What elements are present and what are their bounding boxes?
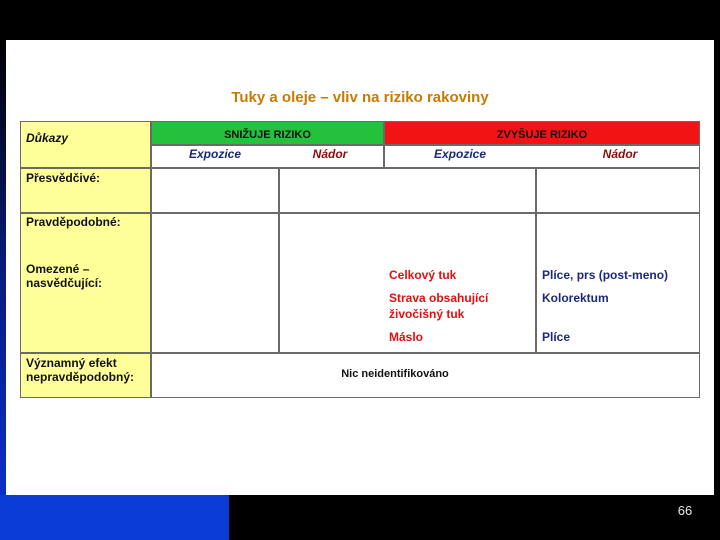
- page-number: 66: [677, 503, 693, 518]
- convincing-inc-tumor: [536, 168, 700, 213]
- none-identified-text: Nic neidentifikováno: [341, 368, 449, 380]
- evidence-label: Důkazy: [26, 131, 69, 145]
- row-convincing-label: Přesvědčivé:: [26, 171, 101, 185]
- exposure-butter: Máslo: [389, 330, 424, 344]
- convincing-mid: [279, 168, 536, 213]
- row-unlikely-label-2: nepravděpodobný:: [26, 370, 135, 384]
- bottom-black-bar: [229, 495, 720, 540]
- increases-risk-label: ZVYŠUJE RIZIKO: [496, 129, 588, 141]
- tumor-label-1: Nádor: [312, 147, 348, 161]
- exposure-animal-fat-1: Strava obsahující: [389, 291, 489, 305]
- exposure-label-1: Expozice: [188, 147, 242, 161]
- tumor-colorectum: Kolorektum: [542, 291, 609, 305]
- top-black-bar: [0, 0, 720, 40]
- decreases-risk-label: SNIŽUJE RIZIKO: [224, 129, 311, 141]
- limited-dec-exposure: [151, 213, 279, 353]
- tumor-lung: Plíce: [542, 330, 571, 344]
- slide-title: Tuky a oleje – vliv na riziko rakoviny: [231, 89, 489, 106]
- tumor-lung-breast: Plíce, prs (post-meno): [542, 268, 669, 282]
- exposure-animal-fat-2: živočišný tuk: [389, 307, 465, 321]
- row-unlikely-label-1: Významný efekt: [26, 356, 117, 370]
- tumor-label-2: Nádor: [602, 147, 638, 161]
- convincing-dec-exposure: [151, 168, 279, 213]
- bottom-blue-bar: [0, 495, 229, 540]
- exposure-label-2: Expozice: [433, 147, 487, 161]
- row-limited-label-2: nasvědčující:: [26, 276, 103, 290]
- row-limited-label-1: Omezené –: [26, 262, 90, 276]
- risk-table: [20, 121, 700, 398]
- exposure-total-fat: Celkový tuk: [389, 268, 457, 282]
- row-probable-label: Pravděpodobné:: [26, 215, 121, 229]
